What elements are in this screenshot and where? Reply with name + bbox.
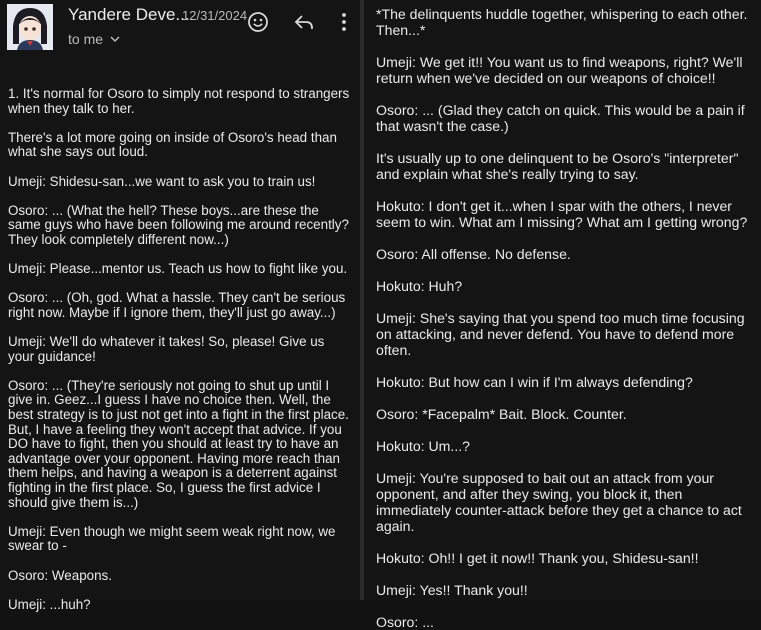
message-paragraph: Umeji: We'll do whatever it takes! So, please! Give us your guidance! [8, 334, 325, 364]
email-date: 12/31/2024 [182, 8, 248, 23]
message-paragraph: Osoro: ... (Glad they catch on quick. This would be a pain if that wasn't the case.) [376, 102, 745, 134]
message-paragraph: Umeji: Even though we might seem weak right now, we swear to - [8, 523, 336, 554]
right-pane [364, 0, 761, 630]
message-paragraph: Hokuto: Um...? [376, 438, 470, 454]
message-paragraph: Umeji: ...huh? [8, 596, 91, 612]
message-paragraph: Osoro: Weapons. [8, 567, 112, 583]
message-paragraph: Osoro: ... (Oh, god. What a hassle. They can't be serious right now. Maybe if I ignore them, they'll just go away...) [8, 290, 346, 320]
message-paragraph: Umeji: Shidesu-san...we want to ask you to train us! [8, 173, 316, 189]
smiley-icon [247, 11, 269, 33]
message-paragraph: 1. It's normal for Osoro to simply not respond to strangers when they talk to her. [8, 86, 350, 116]
chevron-down-icon [109, 33, 121, 45]
message-paragraph: Umeji: You're supposed to bait out an attack from your opponent, and after they swing, you block it, then immediately counter-attack before they get a chance to act again. [376, 470, 742, 534]
message-body-left [0, 78, 360, 612]
left-pane [0, 0, 360, 612]
recipient-label: to me [68, 31, 104, 47]
avatar[interactable] [7, 4, 53, 50]
message-paragraph: It's usually up to one delinquent to be Osoro's "interpreter" and explain what she's really trying to say. [376, 150, 739, 182]
message-paragraph: Osoro: ... (What the hell? These boys...are these the same guys who have been following me around recently? They look completely different now...) [8, 202, 349, 247]
message-body-right [364, 0, 761, 630]
message-paragraph: Umeji: We get it!! You want us to find weapons, right? We'll return when we've decided on our weapons of choice!! [376, 54, 743, 86]
message-paragraph: Osoro: ... [376, 614, 434, 630]
message-paragraph: Hokuto: Huh? [376, 278, 463, 294]
message-paragraph: Osoro: ... (They're seriously not going to shut up until I give in. Geez...I guess I have no choice then. Well, the best strategy is to just not get into a fight in the first place. But, I have a feeling they won't accept that advice. If you DO have to fight, then you should at least try to have an advantage over your opponent. Having more reach than them helps, and having a weapon is a deterrent against fighting in the first place. So, I guess the first advice I should give them is...) [8, 377, 349, 510]
message-paragraph: Osoro: *Facepalm* Bait. Block. Counter. [376, 406, 627, 422]
message-paragraph: Umeji: Please...mentor us. Teach us how to fight like you. [8, 261, 348, 277]
recipient-toggle[interactable] [68, 31, 121, 47]
message-paragraph: Hokuto: But how can I win if I'm always defending? [376, 374, 693, 390]
message-paragraph: Umeji: Yes!! Thank you!! [376, 582, 528, 598]
more-options-button[interactable] [332, 10, 356, 34]
message-paragraph: There's a lot more going on inside of Osoro's head than what she says out loud. [8, 129, 337, 160]
reply-button[interactable] [292, 10, 316, 34]
message-paragraph: Hokuto: I don't get it...when I spar with the others, I never seem to win. What am I missing? What am I getting wrong? [376, 198, 748, 230]
sender-name[interactable]: Yandere Deve... [68, 5, 190, 24]
email-header [0, 0, 360, 78]
emoji-react-button[interactable] [246, 10, 270, 34]
more-vert-icon [340, 11, 348, 33]
avatar-image [7, 4, 53, 50]
message-paragraph: Umeji: She's saying that you spend too much time focusing on attacking, and never defend. You have to defend more often. [376, 310, 745, 358]
message-paragraph: *The delinquents huddle together, whispering to each other. Then...* [376, 6, 748, 38]
message-paragraph: Osoro: All offense. No defense. [376, 246, 571, 262]
message-paragraph: Hokuto: Oh!! I get it now!! Thank you, Shidesu-san!! [376, 550, 699, 566]
reply-icon [293, 11, 315, 33]
